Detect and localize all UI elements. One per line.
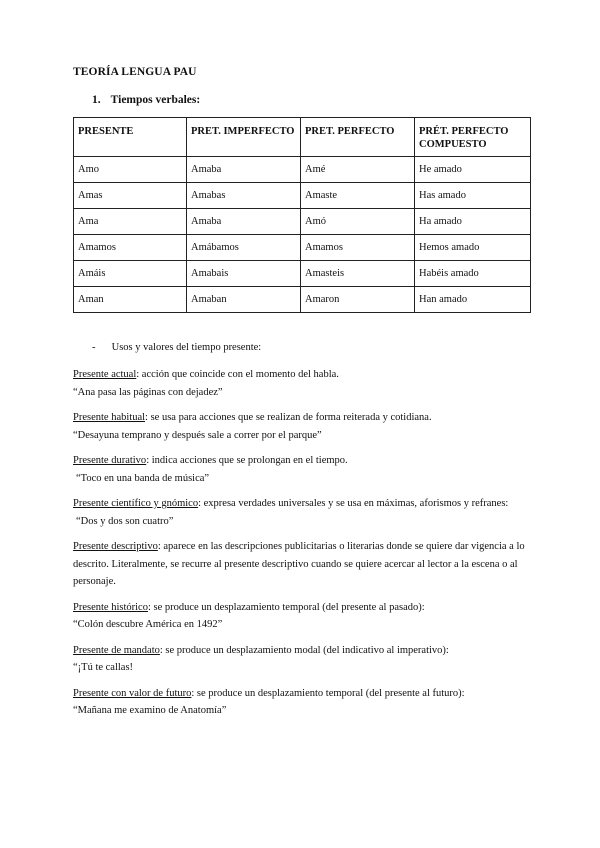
document-title: TEORÍA LENGUA PAU: [73, 66, 197, 78]
header-presente: PRESENTE: [74, 118, 187, 157]
table-cell: Amáis: [74, 261, 187, 287]
header-pret-imperfecto: PRET. IMPERFECTO: [187, 118, 301, 157]
table-cell: Amaba: [187, 157, 301, 183]
usos-heading: [92, 342, 261, 353]
entry-example: “Mañana me examino de Anatomía”: [73, 705, 227, 716]
table-cell: Han amado: [415, 287, 531, 313]
table-cell: Amaba: [187, 209, 301, 235]
entry-term: Presente habitual: [73, 412, 146, 423]
table-row: [74, 209, 531, 235]
usos-heading-text: Usos y valores del tiempo presente:: [111, 342, 262, 353]
table-cell: Amamos: [301, 235, 415, 261]
entry-definition: : indica acciones que se prolongan en el tiempo.: [146, 455, 348, 466]
entry-example: “¡Tú te callas!: [73, 662, 134, 673]
entry-definition: : expresa verdades universales y se usa en máximas, aforismos y refranes:: [198, 498, 509, 509]
table-cell: Aman: [74, 287, 187, 313]
entry-presente-habitual: [73, 409, 533, 444]
table-cell: Amas: [74, 183, 187, 209]
table-row: [74, 235, 531, 261]
verb-tenses-table: [73, 117, 531, 313]
entry-presente-actual: [73, 366, 533, 401]
table-row: [74, 261, 531, 287]
entry-definition: : se produce un desplazamiento modal (del indicativo al imperativo):: [159, 644, 449, 656]
table-cell: Ama: [74, 209, 187, 235]
entry-term: Presente con valor de futuro: [73, 687, 192, 699]
table-cell: Amaban: [187, 287, 301, 313]
table-cell: Amó: [301, 209, 415, 235]
table-row: [74, 157, 531, 183]
entry-definition: : se produce un desplazamiento temporal (del presente al futuro):: [191, 687, 465, 699]
entry-definition: : se produce un desplazamiento temporal (del presente al pasado):: [147, 601, 425, 613]
entry-example: “Colón descubre América en 1492”: [73, 619, 223, 630]
table-cell: Amasteis: [301, 261, 415, 287]
entry-example: “Toco en una banda de música”: [76, 472, 210, 484]
entry-example: “Ana pasa las páginas con dejadez”: [73, 386, 223, 398]
entry-presente-descriptivo: [73, 538, 533, 591]
header-pret-perfecto-compuesto: PRÉT. PERFECTO COMPUESTO: [415, 118, 531, 157]
entry-presente-mandato: [73, 642, 533, 677]
entry-term: Presente durativo: [73, 455, 147, 466]
table-cell: Amabas: [187, 183, 301, 209]
section-heading: [92, 94, 200, 106]
entry-presente-futuro: [73, 685, 533, 720]
entry-term: Presente histórico: [73, 601, 148, 613]
entry-presente-durativo: [73, 452, 533, 487]
entry-definition: : aparece en las descripciones publicitarias o literarias donde se quiere dar vigencia a lo descrito. Literalmente, se recurre al presente descriptivo cuando se quiere acercar al lector a la escena o al personaje.: [73, 541, 525, 587]
table-row: [74, 287, 531, 313]
entry-example: “Dos y dos son cuatro”: [76, 515, 174, 527]
table-cell: Amaste: [301, 183, 415, 209]
entry-presente-cientifico: [73, 495, 533, 530]
usos-list: [73, 366, 533, 728]
entry-term: Presente descriptivo: [73, 541, 158, 552]
table-cell: Habéis amado: [415, 261, 531, 287]
entry-term: Presente de mandato: [73, 644, 160, 656]
table-cell: Has amado: [415, 183, 531, 209]
entry-term: Presente actual: [73, 369, 137, 380]
entry-presente-historico: [73, 599, 533, 634]
entry-term: Presente científico y gnómico: [73, 498, 199, 509]
entry-definition: : acción que coincide con el momento del habla.: [136, 369, 339, 380]
table-cell: Hemos amado: [415, 235, 531, 261]
entry-example: “Desayuna temprano y después sale a correr por el parque”: [73, 429, 322, 441]
table-cell: Ha amado: [415, 209, 531, 235]
table-cell: Amé: [301, 157, 415, 183]
table-cell: He amado: [415, 157, 531, 183]
table-cell: Amo: [74, 157, 187, 183]
table-cell: Amamos: [74, 235, 187, 261]
entry-definition: : se usa para acciones que se realizan de forma reiterada y cotidiana.: [145, 412, 432, 423]
table-row: [74, 183, 531, 209]
table-cell: Amabais: [187, 261, 301, 287]
table-cell: Amaron: [301, 287, 415, 313]
section-number: 1.: [92, 94, 101, 106]
header-pret-perfecto: PRET. PERFECTO: [301, 118, 415, 157]
bullet-dash: -: [92, 342, 96, 353]
table-header-row: [74, 118, 531, 157]
table-cell: Amábamos: [187, 235, 301, 261]
section-title: Tiempos verbales:: [110, 94, 201, 106]
